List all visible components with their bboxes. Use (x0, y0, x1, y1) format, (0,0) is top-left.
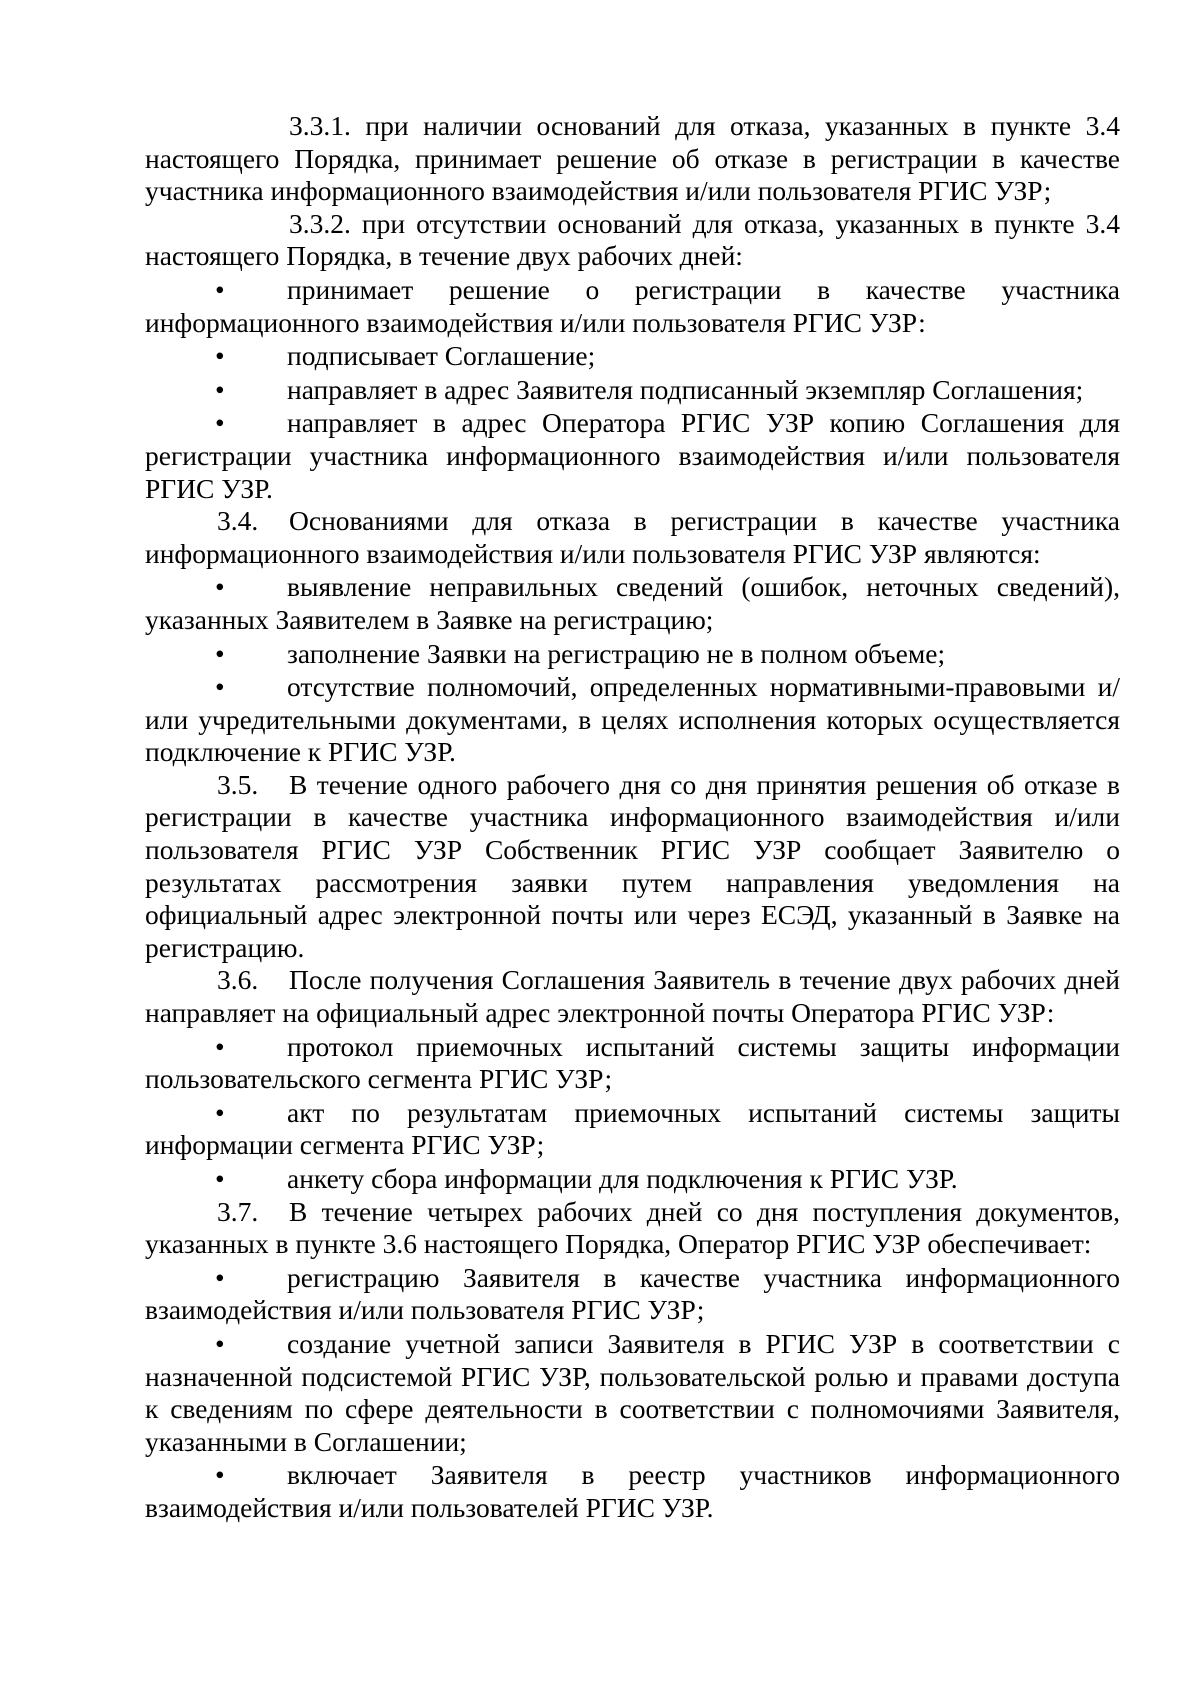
document-page (145, 110, 1120, 1525)
list-item-text: направляет в адрес Оператора РГИС УЗР копию Соглашения для регистрации участника информационного взаимодействия и/или пользователя РГИС УЗР. (145, 407, 1120, 504)
bullet-icon: • (215, 340, 225, 372)
paragraph-text: при наличии оснований для отказа, указанных в пункте 3.4 настоящего Порядка, принимает решение об отказе в регистрации в качестве участника информационного взаимодействия и/или пользователя РГИС УЗР; (145, 110, 1120, 207)
bullet-icon: • (215, 373, 225, 405)
list-item-text: акт по результатам приемочных испытаний системы защиты информации сегмента РГИС УЗР; (145, 1096, 1120, 1161)
list-item (145, 670, 1120, 769)
bullet-icon: • (215, 1327, 225, 1359)
list-item-text: заполнение Заявки на регистрацию не в полном объеме; (287, 637, 946, 669)
bullet-icon: • (215, 407, 225, 439)
list-item-text: создание учетной записи Заявителя в РГИС УЗР в соответствии с назначенной подсистемой РГИС УЗР, пользовательской ролью и правами доступа к сведениям по сфере деятельности в соответствии с полномочиями Заявителя, указанными в Соглашении; (145, 1327, 1120, 1457)
list-item-text: направляет в адрес Заявителя подписанный экземпляр Соглашения; (287, 373, 1084, 405)
paragraph-3-6 (145, 964, 1120, 1029)
list-item (145, 1458, 1120, 1524)
list-item (145, 1327, 1120, 1458)
list-item-text: принимает решение о регистрации в качестве участника информационного взаимодействия и/или пользователя РГИС УЗР: (145, 273, 1120, 338)
list-item (145, 1162, 1120, 1196)
list-item-text: протокол приемочных испытаний системы защиты информации пользовательского сегмента РГИС УЗР; (145, 1030, 1120, 1095)
paragraph-number: 3.6. (217, 964, 259, 996)
list-item (145, 637, 1120, 671)
paragraph-text: В течение четырех рабочих дней со дня поступления документов, указанных в пункте 3.6 настоящего Порядка, Оператор РГИС УЗР обеспечивает: (145, 1195, 1120, 1260)
paragraph-text: В течение одного рабочего дня со дня принятия решения об отказе в регистрации в качестве участника информационного взаимодействия и/или пользователя РГИС УЗР Собственник РГИС УЗР сообщает Заявителю о результатах рассмотрения заявки путем направления уведомления на официальный адрес электронной почты или через ЕСЭД, указанный в Заявке на регистрацию. (145, 768, 1120, 963)
paragraph-number: 3.5. (217, 768, 259, 800)
list-item-text: выявление неправильных сведений (ошибок, неточных сведений), указанных Заявителем в Заявке на регистрацию; (145, 571, 1120, 635)
bullet-icon: • (215, 273, 225, 305)
paragraph-3-3-2 (145, 208, 1120, 273)
list-item (145, 1030, 1120, 1096)
bullet-icon: • (215, 671, 225, 703)
paragraph-3-5 (145, 769, 1120, 965)
bullet-icon: • (215, 1030, 225, 1062)
bullet-icon: • (215, 571, 225, 603)
paragraph-number: 3.4. (217, 505, 259, 537)
list-item-text: подписывает Соглашение; (287, 340, 596, 372)
list-item (145, 1261, 1120, 1327)
list-item-text: отсутствие полномочий, определенных нормативными-правовыми и/или учредительными документами, в целях исполнения которых осуществляется подключение к РГИС УЗР. (145, 671, 1120, 768)
paragraph-text: Основаниями для отказа в регистрации в качестве участника информационного взаимодействия и/или пользователя РГИС УЗР являются: (145, 505, 1120, 569)
list-item-text: анкету сбора информации для подключения к РГИС УЗР. (287, 1163, 958, 1194)
bullet-icon: • (215, 637, 225, 669)
bullet-icon: • (215, 1163, 225, 1194)
list-item (145, 570, 1120, 636)
list-item (145, 273, 1120, 339)
list-item (145, 1096, 1120, 1162)
paragraph-number: 3.7. (217, 1195, 259, 1227)
paragraph-3-4 (145, 505, 1120, 570)
bullet-icon: • (215, 1096, 225, 1128)
list-item (145, 339, 1120, 373)
list-item (145, 406, 1120, 505)
paragraph-3-3-1 (145, 110, 1120, 208)
bullet-icon: • (215, 1261, 225, 1293)
paragraph-3-7 (145, 1196, 1120, 1261)
list-item-text: регистрацию Заявителя в качестве участника информационного взаимодействия и/или пользователя РГИС УЗР; (145, 1261, 1120, 1326)
paragraph-text: при отсутствии оснований для отказа, указанных в пункте 3.4 настоящего Порядка, в течение двух рабочих дней: (145, 207, 1120, 272)
paragraph-number: 3.3.2. (289, 207, 351, 239)
list-item-text: включает Заявителя в реестр участников информационного взаимодействия и/или пользователей РГИС УЗР. (145, 1459, 1120, 1523)
bullet-icon: • (215, 1459, 225, 1491)
list-item (145, 373, 1120, 407)
paragraph-number: 3.3.1. (289, 110, 351, 141)
paragraph-text: После получения Соглашения Заявитель в течение двух рабочих дней направляет на официальный адрес электронной почты Оператора РГИС УЗР: (145, 964, 1120, 1029)
